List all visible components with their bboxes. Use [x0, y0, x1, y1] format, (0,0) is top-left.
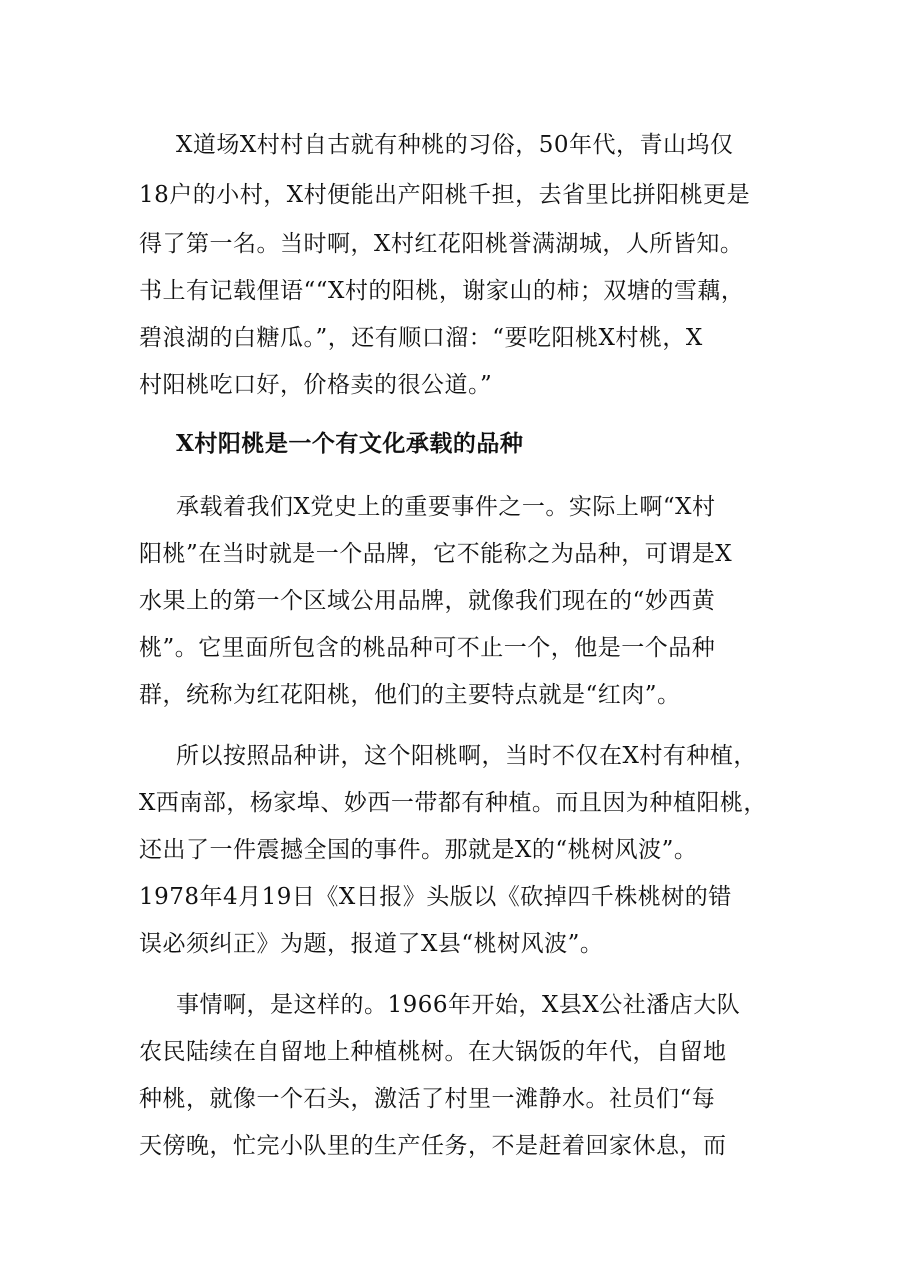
paragraph-2-line-1: 承载着我们X党史上的重要事件之一。实际上啊“X村 [176, 494, 716, 520]
paragraph-4-line-1: 事情啊，是这样的。1966年开始，X县X公社潘店大队 [176, 992, 741, 1018]
paragraph-1-line-6: 村阳桃吃口好，价格卖的很公道。” [139, 372, 493, 398]
paragraph-4-line-4: 天傍晚，忙完小队里的生产任务，不是赶着回家休息，而 [139, 1133, 727, 1159]
paragraph-1-line-4: 书上有记载俚语““X村的阳桃，谢家山的柿；双塘的雪藕， [139, 278, 745, 304]
paragraph-1-line-3: 得了第一名。当时啊，X村红花阳桃誉满湖城，人所皆知。 [139, 231, 744, 257]
paragraph-2-line-2: 阳桃”在当时就是一个品牌，它不能称之为品种，可谓是X [139, 541, 733, 567]
paragraph-2-line-3: 水果上的第一个区域公用品牌，就像我们现在的“妙西黄 [139, 588, 716, 614]
paragraph-3-line-2: X西南部，杨家埠、妙西一带都有种植。而且因为种植阳桃， [139, 790, 767, 816]
paragraph-1-line-5: 碧浪湖的白糖瓜。”，还有顺口溜：“要吃阳桃X村桃，X [139, 325, 703, 351]
paragraph-2-line-4: 桃”。它里面所包含的桃品种可不止一个，他是一个品种 [139, 635, 716, 661]
paragraph-3-line-3: 还出了一件震撼全国的事件。那就是X的“桃树风波”。 [139, 837, 698, 863]
paragraph-3-line-5: 误必须纠正》为题，报道了X县“桃树风波”。 [139, 931, 604, 957]
paragraph-2-line-5: 群，统称为红花阳桃，他们的主要特点就是“红肉”。 [139, 682, 681, 708]
paragraph-3-line-4: 1978年4月19日《X日报》头版以《砍掉四千株桃树的错 [139, 884, 732, 910]
section-heading: X村阳桃是一个有文化承载的品种 [176, 430, 524, 457]
paragraph-3-line-1: 所以按照品种讲，这个阳桃啊，当时不仅在X村有种植， [176, 743, 757, 769]
paragraph-1-line-2: 18户的小村，X村便能出产阳桃千担，去省里比拼阳桃更是 [139, 182, 751, 208]
paragraph-4-line-2: 农民陆续在自留地上种植桃树。在大锅饭的年代，自留地 [139, 1039, 727, 1065]
paragraph-4-line-3: 种桃，就像一个石头，激活了村里一滩静水。社员们“每 [139, 1086, 716, 1112]
paragraph-1-line-1: X道场X村村自古就有种桃的习俗，50年代，青山坞仅 [176, 132, 734, 158]
